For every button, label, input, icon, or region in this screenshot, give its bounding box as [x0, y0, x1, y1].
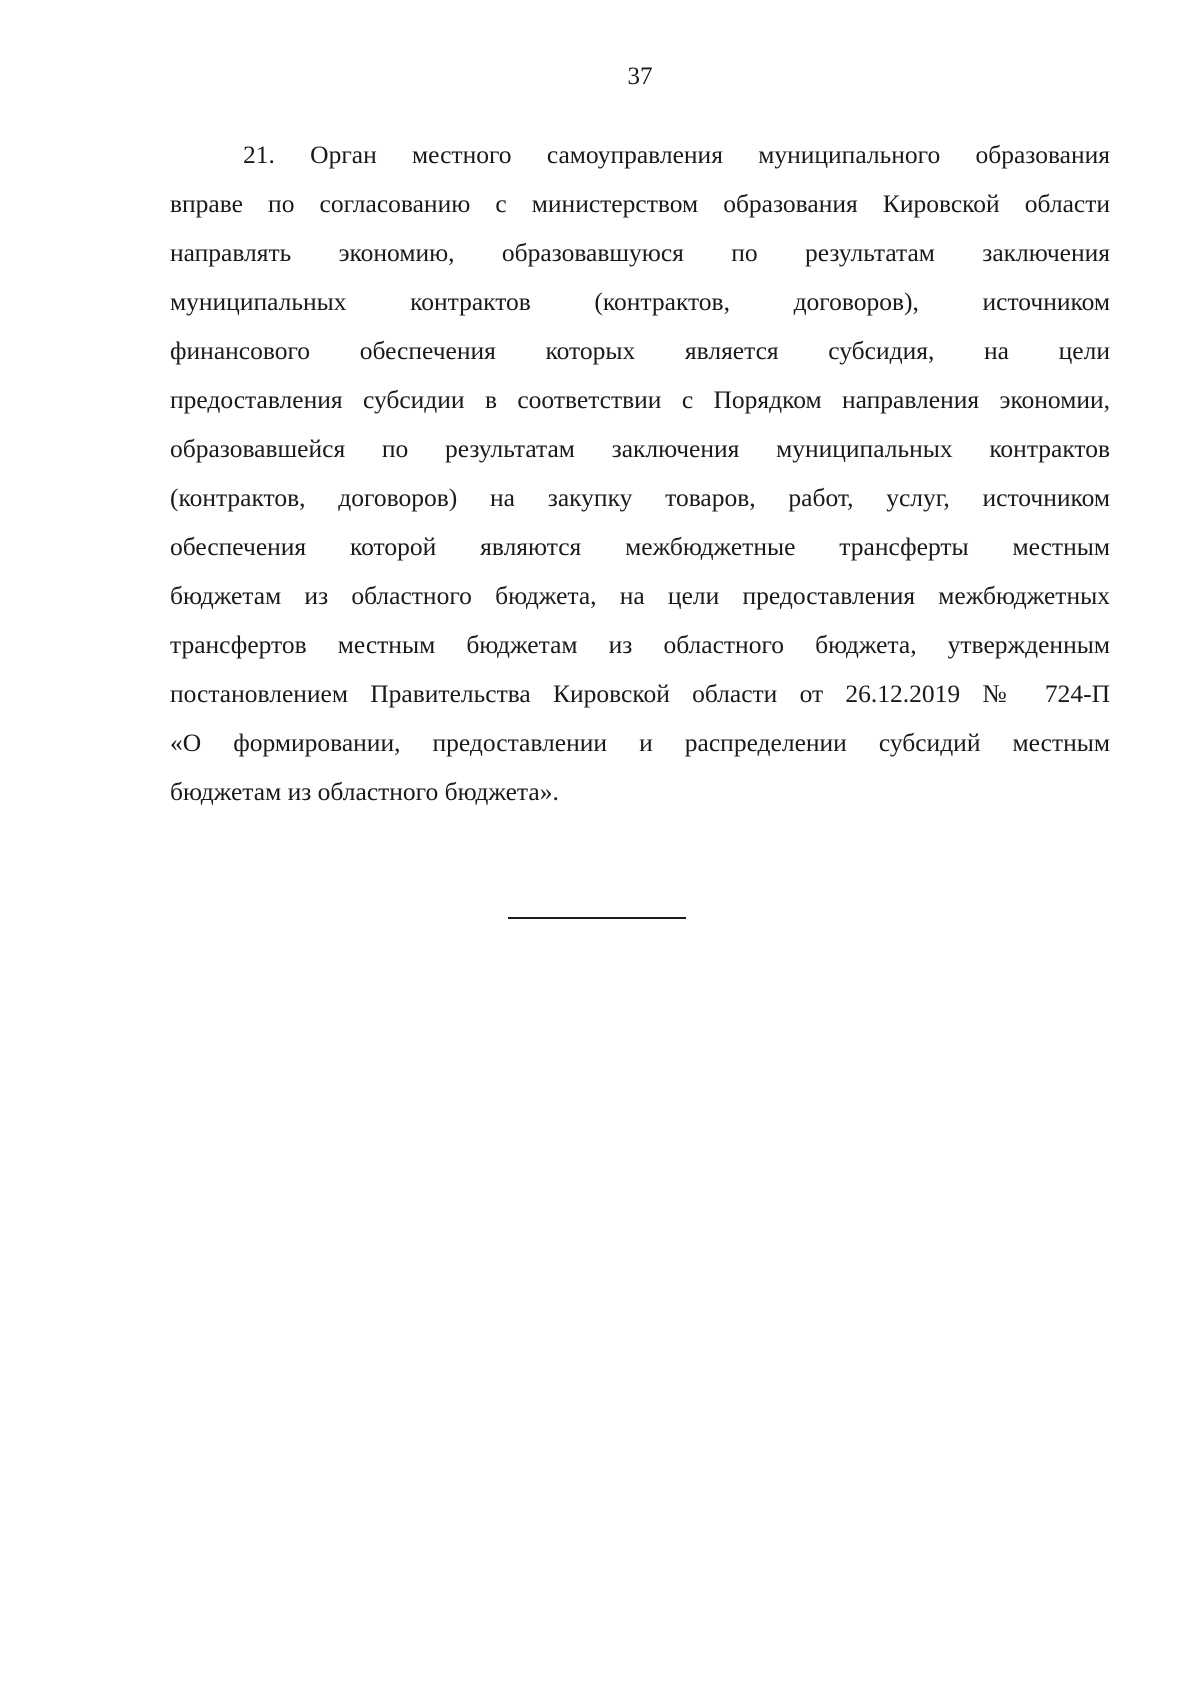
paragraph-line: бюджетам из областного бюджета, на цели предоставления межбюджетных — [170, 581, 1110, 610]
page-number: 37 — [627, 63, 653, 90]
paragraph-line: «О формировании, предоставлении и распределении субсидий местным — [170, 728, 1110, 757]
paragraph-line: трансфертов местным бюджетам из областного бюджета, утвержденным — [170, 630, 1110, 659]
end-separator-line — [508, 917, 686, 919]
paragraph-line: муниципальных контрактов (контрактов, договоров), источником — [170, 287, 1110, 316]
paragraph-line: предоставления субсидии в соответствии с Порядком направления экономии, — [170, 385, 1110, 414]
paragraph-line: 21. Орган местного самоуправления муниципального образования — [243, 140, 1110, 169]
paragraph-line: вправе по согласованию с министерством образования Кировской области — [170, 189, 1110, 218]
paragraph-line: финансового обеспечения которых является субсидия, на цели — [170, 336, 1110, 365]
paragraph-line: образовавшейся по результатам заключения муниципальных контрактов — [170, 434, 1110, 463]
paragraph-line: бюджетам из областного бюджета». — [170, 777, 559, 806]
paragraph-line: направлять экономию, образовавшуюся по результатам заключения — [170, 238, 1110, 267]
paragraph-line: постановлением Правительства Кировской области от 26.12.2019 № 724-П — [170, 679, 1110, 708]
paragraph-line: обеспечения которой являются межбюджетные трансферты местным — [170, 532, 1110, 561]
paragraph-21 — [170, 130, 1110, 816]
paragraph-line: (контрактов, договоров) на закупку товаров, работ, услуг, источником — [170, 483, 1110, 512]
